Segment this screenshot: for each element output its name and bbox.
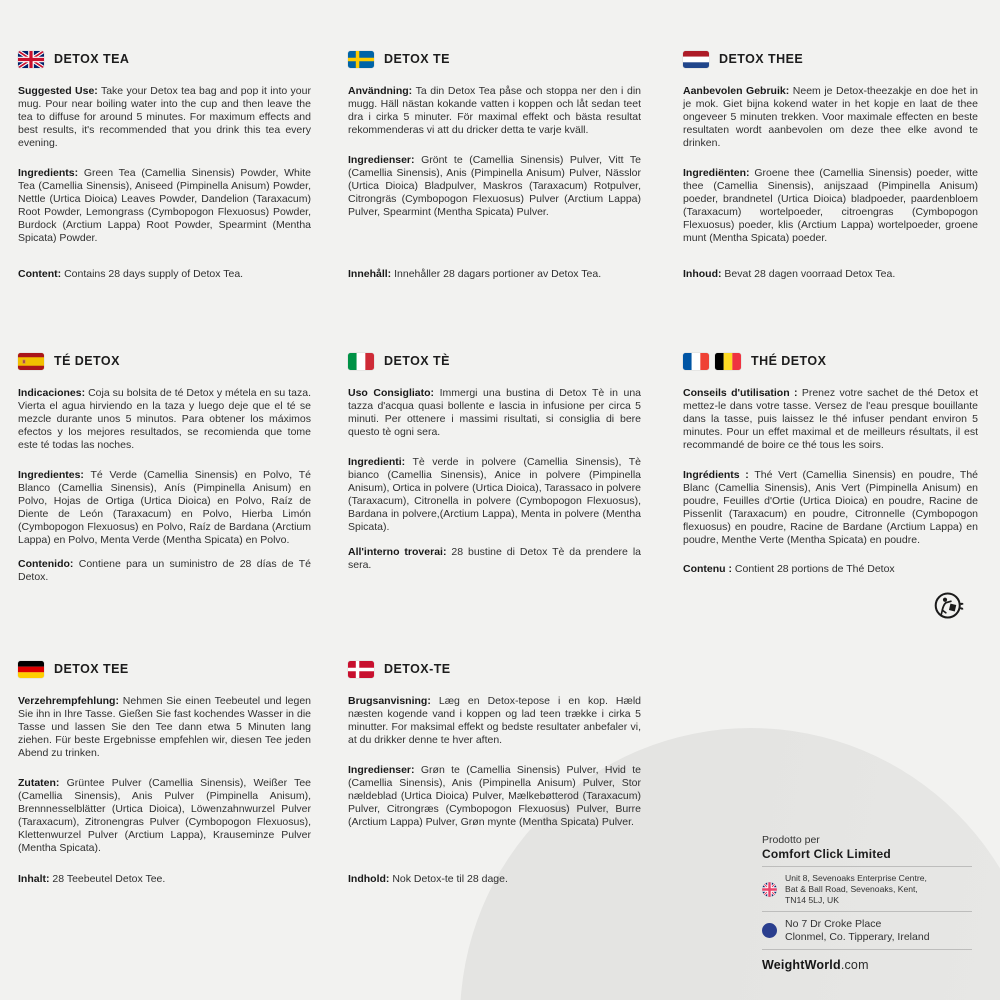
paragraph-usage	[18, 85, 311, 150]
paragraph-label: Ingrédients :	[683, 469, 749, 481]
paragraph-text: Ta din Detox Tea påse och stoppa ner den i din mugg. Häll nästan kokande vatten i koppen och låt sedan teet dra i cirka 5 minuter. För maximal effekt och bästa resultat rekommenderas vi att du dricker detta te varje kväll.	[348, 85, 641, 136]
paragraph-content	[683, 563, 978, 576]
paragraph-text: Prenez votre sachet de thé Detox et mettez-le dans votre tasse. Versez de l'eau presque bouillante dans la tasse, puis laissez le thé infuser pendant environ 5 minutes. Pour un effet maximal et de meilleurs résultats, il est recommandé de boire ce thé tous les soirs.	[683, 387, 979, 451]
paragraph-text: Nehmen Sie einen Teebeutel und legen Sie ihn in Ihre Tasse. Gießen Sie fast kochendes Wasser in die Tasse und lassen Sie den Tee dann etwa 5 Minuten lang ziehen. Für beste Ergebnisse empfehlen wir, diesen Tee jeden Abend zu trinken.	[18, 695, 311, 759]
paragraph-label: Inhoud:	[683, 268, 722, 280]
paragraph-text: Grönt te (Camellia Sinensis) Pulver, Vitt Te (Camellia Sinensis), Anis (Pimpinella Anisum) Pulver, Nässlor (Urtica Dioica) Bladpulver, Maskros (Taraxacum) Rotpulver, Citrongräs (Cymbopogon Flexuosus) Pulver (Arctium Lappa) Pulver, Spearmint (Mentha Spicata) Pulver.	[348, 154, 641, 218]
website-text	[762, 955, 972, 972]
section-header	[348, 352, 641, 370]
section-title: TÉ DETOX	[54, 354, 120, 368]
section-body	[683, 85, 979, 280]
paragraph-label: Content:	[18, 268, 62, 280]
paragraph-content	[18, 558, 311, 584]
section-body	[348, 387, 642, 571]
paragraph-ingredients	[18, 469, 311, 547]
section-it	[348, 352, 642, 571]
company-name: Comfort Click Limited	[762, 847, 891, 861]
paragraph-ingredients	[348, 154, 641, 219]
section-title: DETOX THEE	[719, 52, 804, 66]
paragraph-text: Take your Detox tea bag and pop it into your mug. Pour near boiling water into the cup and then leave the tea to diffuse for around 5 minutes. For maximum effects and best results, it's recommended that you drink this tea every evening.	[18, 85, 311, 149]
paragraph-text: Bevat 28 dagen voorraad Detox Tea.	[724, 268, 896, 280]
paragraph-content	[348, 546, 641, 572]
paragraph-label: Ingredienti:	[348, 456, 406, 468]
divider	[762, 866, 972, 867]
paragraph-usage	[683, 85, 978, 150]
section-body	[348, 695, 641, 885]
paragraph-content	[18, 873, 311, 886]
ireland-address-line: No 7 Dr Croke Place	[785, 918, 882, 931]
paragraph-text: Nok Detox-te til 28 dage.	[392, 873, 508, 885]
section-body	[348, 85, 641, 280]
section-header	[18, 50, 311, 68]
paragraph-text: Grøn te (Camellia Sinensis) Pulver, Hvid te (Camellia Sinensis), Anis (Pimpinella Anisum) Pulver, Stor nældeblad (Urtica Dioica) Pulver, Mælkebøtterod (Taraxacum) Pulver, Citrongræs (Cymbopogon Flexuosus) Pulver, Burre (Arctium Lappa) Pulver, Grøn mynte (Mentha Spicata) Pulver.	[348, 764, 641, 828]
section-title: DETOX TEE	[54, 662, 129, 676]
paragraph-ingredients	[348, 764, 641, 829]
paragraph-text: Grüntee Pulver (Camellia Sinensis), Weißer Tee (Camellia Sinensis), Anis Pulver (Pimpinella Anisum), Brennnesselblätter (Urtica Dioica), Löwenzahnwurzel Pulver (Taraxacum), Zitronengras Pulver (Cymbopogon Flexuosus), Klettenwurzel Pulver (Arctium Lappa), Krauseminze Pulver (Mentha Spicata).	[18, 777, 312, 854]
paragraph-label: Brugsanvisning:	[348, 695, 431, 707]
paragraph-label: Suggested Use:	[18, 85, 98, 97]
section-title: DETOX-TE	[384, 662, 451, 676]
paragraph-text: Green Tea (Camellia Sinensis) Powder, White Tea (Camellia Sinensis), Aniseed (Pimpinella Anisum) Powder, Nettle (Urtica Dioica) Leaves Powder, Dandelion (Taraxacum) Root Powder, Lemongrass (Cymbopogon Flexuosus) Powder, Burdock (Arctium Lappa) Root Powder, Spearmint (Mentha Spicata) Powder.	[18, 167, 311, 244]
paragraph-label: Ingredienser:	[348, 764, 415, 776]
website-brand: WeightWorld	[762, 958, 841, 973]
paragraph-text: Thé Vert (Camellia Sinensis) en poudre, Thé Blanc (Camellia Sinensis), Anis Vert (Pimpinella Anisum) en poudre, Feuilles d'Ortie (Urtica Dioica) en poudre, Racine de Pissenlit (Taraxacum) en poudre, Citronnelle (Cymbopogon flexuosus) en poudre, Racine de Bardane (Arctium Lappa) en poudre, Menthe Verte (Mentha Spicata) en poudre.	[683, 469, 978, 546]
paragraph-text: Neem je Detox-theezakje en doe het in je mok. Giet bijna kokend water in het kopje en laat de thee ongeveer 5 minuten trekken. Voor maximale effecten en beste resultaten wordt aanbevolen om deze thee elke avond te drinken.	[683, 85, 979, 149]
paragraph-usage	[348, 695, 641, 747]
flag-icons	[348, 353, 374, 370]
flag-icons	[683, 51, 709, 68]
section-title: THÉ DETOX	[751, 354, 827, 368]
flag-icons	[348, 51, 374, 68]
paragraph-text: Contient 28 portions de Thé Detox	[734, 563, 895, 575]
paragraph-content	[348, 268, 641, 281]
paragraph-label: Ingrediënten:	[683, 167, 750, 179]
section-fr	[683, 352, 979, 575]
paragraph-text: Læg en Detox-tepose i en kop. Hæld næsten kogende vand i koppen og lad teen trække i cirka 5 minutter. For maksimal effekt og bedste resultater anbefaler vi, at du drikker denne te hver aften.	[348, 695, 641, 746]
paragraph-text: Contiene para un suministro de 28 días de Té Detox.	[18, 558, 311, 583]
paragraph-label: Ingredienser:	[348, 154, 415, 166]
uk-flag-roundel-icon	[762, 882, 777, 897]
paragraph-text: Innehåller 28 dagars portioner av Detox Tea.	[394, 268, 602, 280]
paragraph-label: Indhold:	[348, 873, 390, 885]
section-es	[18, 352, 312, 583]
divider	[762, 949, 972, 950]
flag-icons	[18, 51, 44, 68]
paragraph-content	[18, 268, 311, 281]
flag-icons	[18, 353, 44, 370]
paragraph-label: Zutaten:	[18, 777, 60, 789]
paragraph-text: Té Verde (Camellia Sinensis) en Polvo, Té Blanco (Camellia Sinensis), Anís (Pimpinella Anisum) en Polvo, Hojas de Ortiga (Urtica Dioica) en Polvo, Raíz de Diente de León (Taraxacum) en Polvo, Hierba Limón (Cymbopogon Flexuosus) en Polvo, Raíz de Bardana (Arctium Lappa) en Polvo, Menta Verde (Mentha Spicata) en Polvo.	[18, 469, 311, 546]
paragraph-label: Indicaciones:	[18, 387, 86, 399]
denmark-flag-icon	[348, 661, 374, 678]
section-da	[348, 660, 641, 885]
paragraph-label: Användning:	[348, 85, 413, 97]
section-header	[683, 50, 978, 68]
section-body	[18, 387, 312, 583]
uk-address-row	[762, 872, 972, 906]
section-body	[18, 695, 312, 885]
uk-address-lines	[785, 873, 972, 905]
paragraph-label: Innehåll:	[348, 268, 392, 280]
ireland-address-line: Clonmel, Co. Tipperary, Ireland	[785, 930, 930, 943]
belgium-flag-icon	[715, 353, 741, 370]
paragraph-text: Contains 28 days supply of Detox Tea.	[64, 268, 244, 280]
section-header	[348, 660, 641, 678]
uk-flag-icon	[18, 51, 44, 68]
paragraph-ingredients	[18, 777, 311, 855]
ireland-address-lines	[785, 918, 972, 943]
italy-flag-icon	[348, 353, 374, 370]
paragraph-label: Uso Consigliato:	[348, 387, 435, 399]
section-header	[683, 352, 978, 370]
paragraph-label: Contenu :	[683, 563, 732, 575]
paragraph-content	[683, 268, 978, 281]
section-en	[18, 50, 311, 280]
paragraph-ingredients	[683, 469, 978, 547]
divider	[762, 911, 972, 912]
paragraph-label: Conseils d'utilisation :	[683, 387, 798, 399]
uk-address-line: Unit 8, Sevenoaks Enterprise Centre,	[785, 873, 927, 883]
section-body	[683, 387, 979, 575]
paragraph-text: Tè verde in polvere (Camellia Sinensis), Tè bianco (Camellia Sinensis), Anice in polvere (Pimpinella Anisum), Ortica in polvere (Urtica Dioica), Tarassaco in polvere (Taraxacum), Citronella in polvere (Cymbopogon Flexuosus), Bardana in polvere,(Arctium Lappa), Menta in polvere (Mentha Spicata).	[348, 456, 641, 533]
paragraph-usage	[18, 695, 311, 760]
paragraph-text: Immergi una bustina di Detox Tè in una tazza d'acqua quasi bollente e lascia in infusione per circa 5 minuti. Per ottenere i massimi risultati, si consiglia di bere questo tè ogni sera.	[348, 387, 642, 438]
section-title: DETOX TÈ	[384, 354, 450, 368]
paragraph-usage	[348, 85, 641, 137]
flag-icons	[348, 661, 374, 678]
flag-icons	[18, 661, 44, 678]
section-title: DETOX TEA	[54, 52, 130, 66]
paragraph-text: 28 bustine di Detox Tè da prendere la sera.	[348, 546, 641, 571]
section-nl	[683, 50, 979, 280]
section-header	[18, 660, 311, 678]
paragraph-text: 28 Teebeutel Detox Tee.	[52, 873, 166, 885]
flag-icons	[683, 353, 741, 370]
section-title: DETOX TE	[384, 52, 450, 66]
germany-flag-icon	[18, 661, 44, 678]
produced-for-label: Prodotto per	[762, 834, 820, 846]
distributor-block	[762, 834, 972, 972]
sweden-flag-icon	[348, 51, 374, 68]
section-sv	[348, 50, 641, 280]
france-flag-icon	[683, 353, 709, 370]
netherlands-flag-icon	[683, 51, 709, 68]
paragraph-label: Aanbevolen Gebruik:	[683, 85, 790, 97]
section-de	[18, 660, 312, 885]
paragraph-usage	[18, 387, 311, 452]
paragraph-label: Verzehrempfehlung:	[18, 695, 119, 707]
section-header	[18, 352, 311, 370]
paragraph-label: All'interno troverai:	[348, 546, 447, 558]
section-header	[348, 50, 641, 68]
paragraph-ingredients	[348, 456, 641, 534]
paragraph-ingredients	[18, 167, 311, 245]
paragraph-ingredients	[683, 167, 978, 245]
paragraph-usage	[683, 387, 978, 452]
uk-address-line: TN14 5LJ, UK	[785, 894, 839, 905]
tidyman-litter-icon	[933, 590, 964, 621]
paragraph-usage	[348, 387, 641, 439]
paragraph-label: Inhalt:	[18, 873, 50, 885]
ireland-address-row	[762, 917, 972, 944]
website-tld: .com	[840, 958, 869, 973]
paragraph-label: Contenido:	[18, 558, 74, 570]
paragraph-content	[348, 873, 641, 886]
eu-flag-dot-icon	[762, 923, 777, 938]
uk-address-line: Bat & Ball Road, Sevenoaks, Kent,	[785, 883, 918, 894]
paragraph-label: Ingredientes:	[18, 469, 84, 481]
spain-flag-icon	[18, 353, 44, 370]
paragraph-text: Coja su bolsita de té Detox y métela en su taza. Vierta el agua hirviendo en la taza y luego deje que el té se mezcle durante unos 5 minutos. Para obtener los máximos efectos y los mejores resultados, se recomienda que tome este té todas las noches.	[18, 387, 312, 451]
section-body	[18, 85, 311, 280]
paragraph-text: Groene thee (Camellia Sinensis) poeder, witte thee (Camellia Sinensis), anijszaad (Pimpinella Anisum) poeder, brandnetel (Urtica Dioica) bladpoeder, paardenbloem (Taraxacum) wortelpoeder, citroengras (Cymbopogon Flexuosus) poeder, klis (Arctium Lappa) wortelpoeder, groene munt (Mentha Spicata) poeder.	[683, 167, 978, 244]
paragraph-label: Ingredients:	[18, 167, 79, 179]
